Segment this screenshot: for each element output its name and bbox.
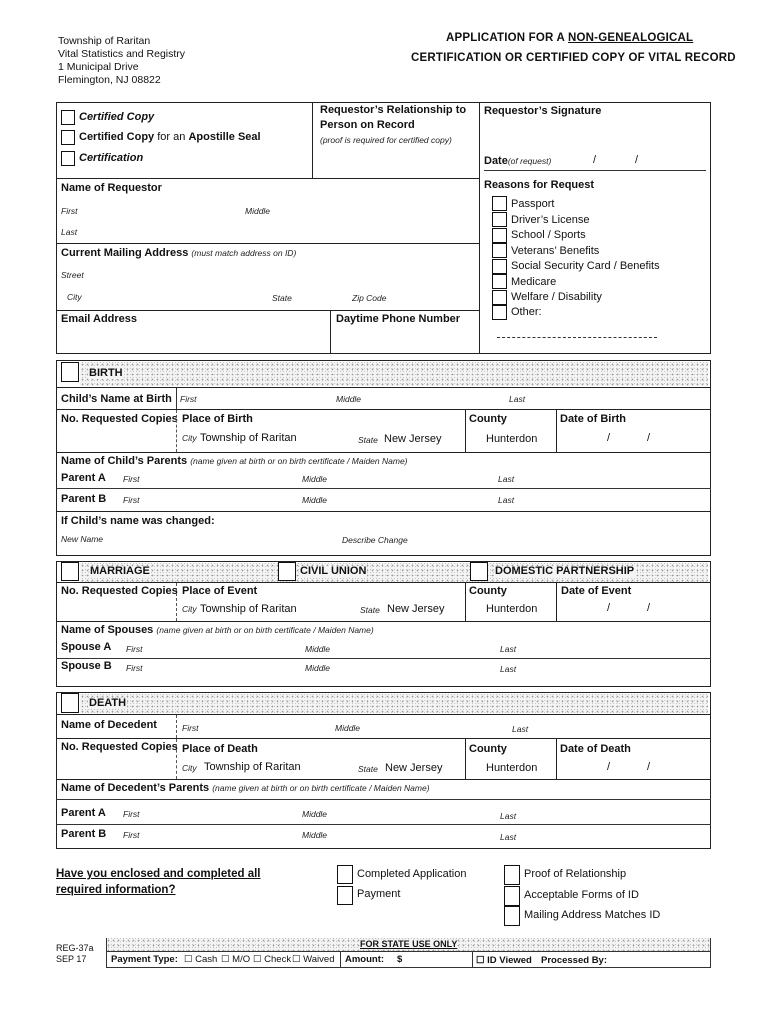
decedent-middle: Middle: [335, 723, 361, 733]
requestor-name-label: Name of Requestor: [61, 182, 162, 194]
waived-option[interactable]: ☐ Waived: [292, 954, 335, 965]
date-slash-2: /: [635, 154, 639, 166]
mailing-address-field[interactable]: [95, 264, 475, 306]
relationship-label-1: Requestor’s Relationship to: [320, 104, 467, 116]
spouse-a-first: First: [126, 644, 143, 654]
marriage-city-label: City: [182, 604, 197, 614]
marriage-title: MARRIAGE: [90, 565, 150, 577]
parent-b-first: First: [123, 495, 140, 505]
payment-checkbox[interactable]: [337, 886, 353, 905]
certification-label: Certification: [79, 152, 144, 164]
title-prefix: APPLICATION FOR A: [446, 32, 569, 44]
birth-county-value: Hunterdon: [486, 433, 538, 445]
dod-slash-1: /: [607, 761, 611, 773]
phone-field[interactable]: [334, 328, 476, 350]
death-parent-a-first: First: [123, 809, 140, 819]
parent-a-middle: Middle: [302, 474, 328, 484]
death-parent-b-middle: Middle: [302, 830, 328, 840]
acceptable-id-label: Acceptable Forms of ID: [524, 889, 639, 901]
marriage-copies-field[interactable]: [60, 600, 172, 618]
decedent-name-field[interactable]: [200, 718, 705, 736]
birth-city-label: City: [182, 433, 197, 443]
address-line-1: Township of Raritan: [58, 35, 151, 47]
date-of-death-field[interactable]: [560, 757, 706, 775]
spouse-b-middle: Middle: [305, 663, 331, 673]
id-viewed-option[interactable]: ☐ ID Viewed: [476, 955, 532, 966]
death-copies-field[interactable]: [60, 757, 172, 775]
marriage-state-label: State: [360, 605, 380, 615]
decedent-parents-label: Name of Decedent’s Parents (name given at birth or on birth certificate / Maiden Name): [61, 782, 430, 794]
death-city-label: City: [182, 763, 197, 773]
death-county-label: County: [469, 743, 507, 755]
date-of-birth-field[interactable]: [560, 428, 706, 448]
child-first-label: First: [180, 394, 197, 404]
amount-label: Amount:: [345, 954, 385, 965]
form-title-line-1: [446, 33, 693, 45]
payment-type-label: Payment Type:: [111, 954, 178, 965]
decedent-first: First: [182, 723, 199, 733]
completed-application-checkbox[interactable]: [337, 865, 353, 884]
death-city-value: Township of Raritan: [204, 761, 301, 773]
payment-label: Payment: [357, 888, 401, 900]
death-state-label: State: [358, 764, 378, 774]
marriage-checkbox[interactable]: [61, 562, 79, 581]
reason-welfare-disability: Welfare / Disability: [511, 291, 602, 303]
birth-parent-a-label: Parent A: [61, 472, 106, 484]
birth-copies-field[interactable]: [60, 428, 172, 448]
birth-title: BIRTH: [89, 367, 123, 379]
veterans-benefits-checkbox[interactable]: [492, 243, 507, 258]
birth-parent-b-field[interactable]: [145, 491, 705, 507]
processed-by-field[interactable]: [612, 953, 706, 966]
zip-label: Zip Code: [352, 293, 387, 303]
death-copies-label: No. Requested Copies: [61, 741, 178, 753]
death-parent-b-label: Parent B: [61, 828, 107, 840]
mailing-address-matches-checkbox[interactable]: [504, 906, 520, 926]
birth-checkbox[interactable]: [61, 362, 79, 382]
address-line-4: Flemington, NJ 08822: [58, 74, 161, 86]
school-sports-checkbox[interactable]: [492, 228, 507, 243]
date-slash-1: /: [593, 154, 597, 166]
date-of-event-label: Date of Event: [561, 585, 632, 597]
state-use-title: FOR STATE USE ONLY: [360, 939, 458, 949]
parent-b-last: Last: [498, 495, 515, 505]
birth-copies-label: No. Requested Copies: [61, 413, 178, 425]
reason-school-sports: School / Sports: [511, 229, 586, 241]
death-parent-a-label: Parent A: [61, 807, 106, 819]
dollar-sign: $: [397, 954, 403, 965]
parent-b-middle: Middle: [302, 495, 328, 505]
birth-header-bar: [80, 362, 708, 386]
city-label: City: [67, 292, 82, 302]
death-parent-a-last: Last: [500, 811, 517, 821]
spouse-a-label: Spouse A: [61, 641, 112, 653]
drivers-license-checkbox[interactable]: [492, 212, 507, 227]
certification-checkbox[interactable]: [61, 151, 75, 166]
doe-slash-2: /: [647, 602, 651, 614]
decedent-last: Last: [512, 724, 529, 734]
child-last-label: Last: [509, 394, 526, 404]
new-name-label: New Name: [61, 534, 104, 544]
marriage-county-value: Hunterdon: [486, 603, 538, 615]
place-of-event-label: Place of Event: [182, 585, 258, 597]
passport-checkbox[interactable]: [492, 196, 507, 211]
email-field[interactable]: [60, 328, 326, 350]
dod-slash-2: /: [647, 761, 651, 773]
death-parent-a-middle: Middle: [302, 809, 328, 819]
child-parents-label: Name of Child’s Parents (name given at birth or on birth certificate / Maiden Name): [61, 455, 408, 467]
email-label: Email Address: [61, 313, 138, 325]
requestor-middle-label: Middle: [245, 206, 271, 216]
title-underlined: NON-GENEALOGICAL: [568, 32, 694, 44]
reasons-label: Reasons for Request: [484, 179, 595, 191]
address-line-3: 1 Municipal Drive: [58, 61, 139, 73]
mailing-address-matches-label: Mailing Address Matches ID: [524, 909, 661, 921]
apostille-label: Certified Copy for an Apostille Seal: [79, 131, 261, 143]
spouse-b-first: First: [126, 663, 143, 673]
child-middle-label: Middle: [336, 394, 362, 404]
civil-union-title: CIVIL UNION: [300, 565, 367, 577]
form-date: SEP 17: [56, 954, 87, 964]
reason-drivers-license: Driver’s License: [511, 214, 590, 226]
cash-option[interactable]: ☐ Cash: [184, 954, 218, 965]
spouse-a-last: Last: [500, 644, 517, 654]
describe-change-label: Describe Change: [342, 535, 408, 545]
date-label: Date(of request): [484, 155, 552, 167]
proof-of-relationship-checkbox[interactable]: [504, 865, 520, 885]
spouses-label: Name of Spouses (name given at birth or on birth certificate / Maiden Name): [61, 624, 374, 636]
checklist-question-2: required information?: [56, 884, 176, 896]
death-parent-b-last: Last: [500, 832, 517, 842]
spouse-a-middle: Middle: [305, 644, 331, 654]
birth-parent-a-field[interactable]: [145, 470, 705, 486]
proof-of-relationship-label: Proof of Relationship: [524, 868, 627, 880]
domestic-partnership-checkbox[interactable]: [470, 562, 488, 581]
marriage-city-value: Township of Raritan: [200, 603, 297, 615]
processed-by-label: Processed By:: [541, 955, 608, 966]
signature-field[interactable]: [484, 120, 706, 150]
death-parent-b-field[interactable]: [145, 826, 705, 844]
form-title-line-2: CERTIFICATION OR CERTIFIED COPY OF VITAL RECORD: [411, 52, 736, 64]
date-of-birth-label: Date of Birth: [560, 413, 626, 425]
name-changed-label: If Child’s name was changed:: [61, 515, 215, 527]
child-name-label: Child’s Name at Birth: [61, 393, 172, 405]
place-of-death-label: Place of Death: [182, 743, 258, 755]
spouse-b-field[interactable]: [145, 660, 705, 678]
apostille-checkbox[interactable]: [61, 130, 75, 145]
requestor-last-label: Last: [61, 227, 78, 237]
death-parent-a-field[interactable]: [145, 805, 705, 821]
completed-application-label: Completed Application: [357, 868, 467, 880]
welfare-disability-checkbox[interactable]: [492, 290, 507, 305]
place-of-birth-label: Place of Birth: [182, 413, 253, 425]
decedent-name-label: Name of Decedent: [61, 719, 157, 731]
reason-other: Other:: [511, 306, 542, 318]
date-of-death-label: Date of Death: [560, 743, 631, 755]
amount-field[interactable]: [404, 953, 468, 966]
reason-medicare: Medicare: [511, 276, 557, 288]
acceptable-id-checkbox[interactable]: [504, 886, 520, 906]
date-of-event-field[interactable]: [560, 600, 706, 618]
death-parent-b-first: First: [123, 830, 140, 840]
requestor-name-field[interactable]: [95, 202, 475, 240]
state-label: State: [272, 293, 292, 303]
death-header-bar: [80, 694, 708, 713]
birth-city-value: Township of Raritan: [200, 432, 297, 444]
marriage-copies-label: No. Requested Copies: [61, 585, 178, 597]
form-id: REG-37a: [56, 943, 94, 953]
certified-copy-checkbox[interactable]: [61, 110, 75, 125]
civil-union-checkbox[interactable]: [278, 562, 296, 581]
check-option[interactable]: ☐ Check: [253, 954, 292, 965]
relationship-field[interactable]: [316, 148, 476, 176]
birth-state-value: New Jersey: [384, 433, 442, 445]
relationship-note: (proof is required for certified copy): [320, 135, 452, 145]
birth-parent-b-label: Parent B: [61, 493, 107, 505]
death-checkbox[interactable]: [61, 693, 79, 713]
spouse-b-label: Spouse B: [61, 660, 112, 672]
child-name-field[interactable]: [198, 390, 703, 408]
death-state-value: New Jersey: [385, 762, 443, 774]
death-county-value: Hunterdon: [486, 762, 538, 774]
medicare-checkbox[interactable]: [492, 274, 507, 289]
name-change-field[interactable]: [100, 530, 705, 552]
signature-label: Requestor’s Signature: [484, 105, 602, 117]
doe-slash-1: /: [607, 602, 611, 614]
social-security-checkbox[interactable]: [492, 259, 507, 274]
parent-a-last: Last: [498, 474, 515, 484]
street-label: Street: [61, 270, 84, 280]
birth-state-label: State: [358, 435, 378, 445]
birth-county-label: County: [469, 413, 507, 425]
death-title: DEATH: [89, 697, 127, 709]
marriage-state-value: New Jersey: [387, 603, 445, 615]
spouse-a-field[interactable]: [145, 640, 705, 656]
relationship-label-2: Person on Record: [320, 119, 415, 131]
dob-slash-2: /: [647, 432, 651, 444]
certified-copy-label: Certified Copy: [79, 111, 155, 123]
requestor-first-label: First: [61, 206, 78, 216]
parent-a-first: First: [123, 474, 140, 484]
reason-passport: Passport: [511, 198, 555, 210]
mailing-address-label: Current Mailing Address (must match address on ID): [61, 247, 297, 259]
mo-option[interactable]: ☐ M/O: [221, 954, 251, 965]
reason-social-security: Social Security Card / Benefits: [511, 260, 660, 272]
spouse-b-last: Last: [500, 664, 517, 674]
address-line-2: Vital Statistics and Registry: [58, 48, 186, 60]
marriage-county-label: County: [469, 585, 507, 597]
phone-label: Daytime Phone Number: [336, 313, 461, 325]
other-checkbox[interactable]: [492, 305, 507, 320]
dob-slash-1: /: [607, 432, 611, 444]
domestic-partnership-title: DOMESTIC PARTNERSHIP: [495, 565, 635, 577]
checklist-question-1: Have you enclosed and completed all: [56, 868, 261, 880]
reason-veterans-benefits: Veterans’ Benefits: [511, 245, 600, 257]
